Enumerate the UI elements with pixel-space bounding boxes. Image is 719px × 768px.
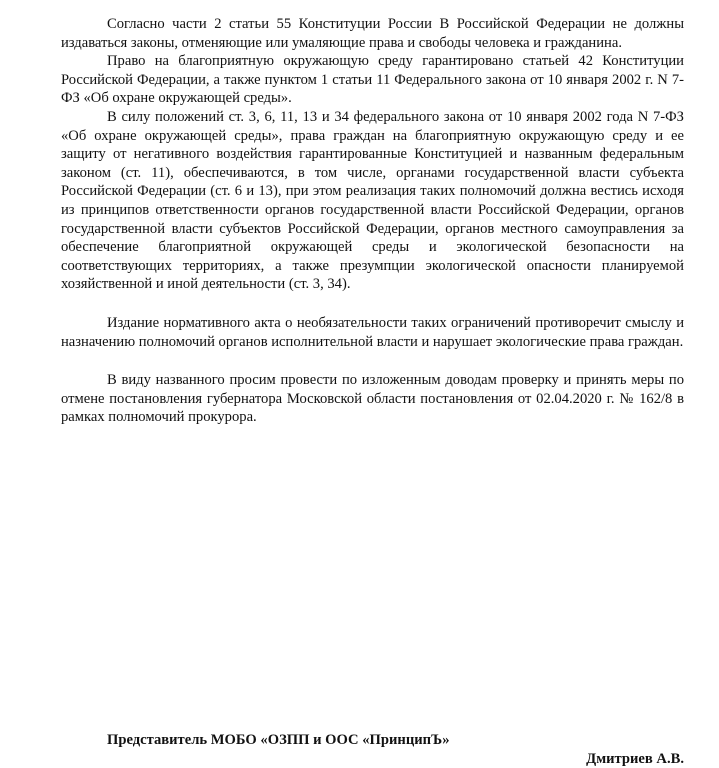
- signature-name: Дмитриев А.В.: [586, 751, 684, 767]
- paragraph-federal-law-provisions: В силу положений ст. 3, 6, 11, 13 и 34 федерального закона от 10 января 2002 года N 7-ФЗ «Об охране окружающей среды», права граждан на благоприятную окружающую среду и ее защиту от негативного воздействия гарантированные Конституцией и названным федеральным законом (ст. 11), обеспечиваются, в том числе, органами государственной власти субъекта Российской Федерации (ст. 6 и 13), при этом реализация таких полномочий должна вестись исходя из принципов ответственности органов государственной власти Российской Федерации, органов государственной власти субъектов Российской Федерации, органов местного самоуправления за обеспечение благоприятной окружающей среды и экологической безопасности на соответствующих территориях, а также презумпции экологической опасности планируемой хозяйственной и иной деятельности (ст. 3, 34).: [61, 108, 684, 293]
- paragraph-request: В виду названного просим провести по изложенным доводам проверку и принять меры по отмене постановления губернатора Московской области постановления от 02.04.2020 г. № 162/8 в рамках полномочий прокурора.: [61, 372, 684, 426]
- signature-representative: Представитель МОБО «ОЗПП и ООС «ПринципЪ»: [107, 732, 450, 748]
- paragraph-normative-act: Издание нормативного акта о необязательности таких ограничений противоречит смыслу и назначению полномочий органов исполнительной власти и нарушает экологические права граждан.: [61, 314, 684, 350]
- paragraph-right-to-environment: Право на благоприятную окружающую среду гарантировано статьей 42 Конституции Российской Федерации, а также пунктом 1 статьи 11 Федерального закона от 10 января 2002 г. N 7-ФЗ «Об охране окружающей среды».: [61, 53, 684, 107]
- paragraph-constitution-article-55: Согласно части 2 статьи 55 Конституции России В Российской Федерации не должны издаваться законы, отменяющие или умаляющие права и свободы человека и гражданина.: [61, 16, 684, 51]
- document-body: [61, 15, 684, 427]
